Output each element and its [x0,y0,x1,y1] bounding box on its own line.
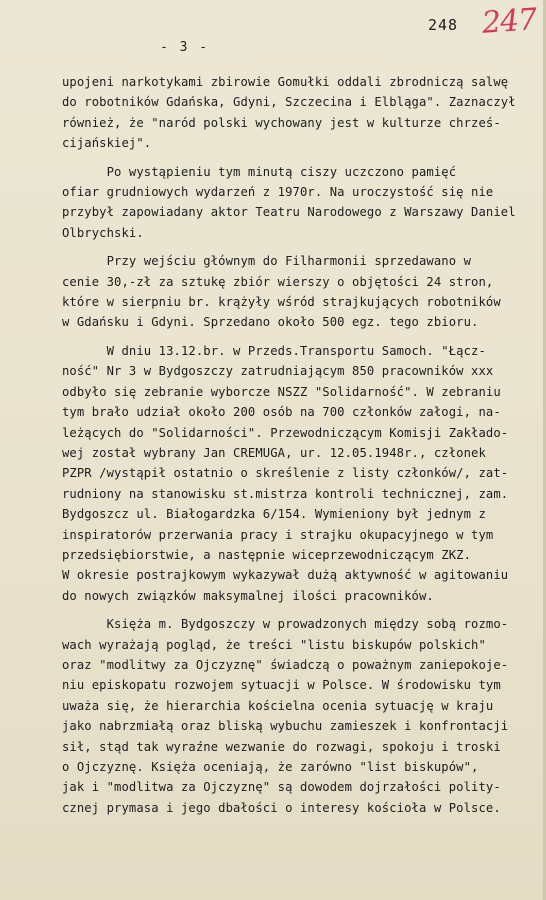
text-line: upojeni narkotykami zbirowie Gomułki oddali zbrodniczą salwę [62,75,509,89]
text-line: do robotników Gdańska, Gdyni, Szczecina i Elbląga". Zaznaczył [62,95,516,110]
text-line: ofiar grudniowych wydarzeń z 1970r. Na uroczystość się nie [62,185,494,200]
text-line: ność" Nr 3 w Bydgoszczy zatrudniającym 850 pracowników xxx [62,364,494,379]
text-line: Przy wejściu głównym do Filharmonii sprzedawano w [62,254,472,269]
text-line: cijańskiej". [62,136,152,151]
text-line: sił, stąd tak wyraźne wezwanie do rozwagi, spokoju i troski [62,739,501,754]
paragraph [62,162,532,244]
text-line: inspiratorów przerwania pracy i strajku okupacyjnego w tym [62,527,494,542]
paragraph [62,72,532,154]
page-number: 248 [428,16,459,34]
handwritten-archive-number: 247 [480,2,538,41]
text-line: leżących do "Solidarności". Przewodniczącym Komisji Zakłado- [62,425,509,440]
text-line: jak i "modlitwa za Ojczyznę" są dowodem dojrzałości polity- [62,780,501,795]
text-line: rudniony na stanowisku st.mistrza kontroli technicznej, zam. [62,486,509,501]
text-line: oraz "modlitwy za Ojczyznę" świadczą o poważnym zaniepokoje- [62,657,509,672]
text-line: o Ojczyznę. Księża oceniają, że zarówno "list biskupów", [62,760,479,774]
text-line: również, że "naród polski wychowany jest w kulturze chrześ- [62,115,501,130]
text-line: Bydgoszcz ul. Białogardzka 6/154. Wymieniony był jednym z [62,507,486,522]
text-line: do nowych związków maksymalnej ilości pracowników. [62,588,434,603]
text-line: wach wyrażają pogląd, że treści "listu biskupów polskich" [62,637,486,652]
text-line: W dniu 13.12.br. w Przeds.Transportu Samoch. "Łącz- [62,343,486,358]
text-line: uważa się, że hierarchia kościelna ocenia sytuację w kraju [62,698,494,713]
text-line: Olbrychski. [62,225,144,240]
text-line: odbyło się zebranie wyborcze NSZZ "Solidarność". W zebraniu [62,384,501,399]
typed-page-marker: - 3 - [160,40,210,55]
paragraph [62,614,532,818]
text-line: W okresie postrajkowym wykazywał dużą aktywność w agitowaniu [62,568,509,583]
text-line: w Gdańsku i Gdyni. Sprzedano około 500 egz. tego zbioru. [62,315,479,330]
paragraph [62,341,532,606]
document-body [62,72,532,826]
text-line: PZPR /wystąpił ostatnio o skreślenie z listy członków/, zat- [62,466,509,481]
text-line: tym brało udział około 200 osób na 700 członków załogi, na- [62,405,501,420]
text-line: Księża m. Bydgoszczy w prowadzonych między sobą rozmo- [62,617,509,632]
text-line: które w sierpniu br. krążyły wśród strajkujących robotników [62,295,501,310]
text-line: Po wystąpieniu tym minutą ciszy uczczono pamięć [62,164,457,179]
text-line: wej został wybrany Jan CREMUGA, ur. 12.05.1948r., członek [62,445,486,460]
paragraph [62,251,532,333]
text-line: jako nabrzmiałą oraz bliską wybuchu zamieszek i konfrontacji [62,719,509,734]
text-line: przybył zapowiadany aktor Teatru Narodowego z Warszawy Daniel [62,205,516,220]
text-line: przedsiębiorstwie, a następnie wiceprzewodniczącym ZKZ. [62,547,472,562]
text-line: cznej prymasa i jego dbałości o interesy kościoła w Polsce. [62,800,501,815]
text-line: cenie 30,-zł za sztukę zbiór wierszy o objętości 24 stron, [62,274,494,289]
text-line: niu episkopatu rozwojem sytuacji w Polsce. W środowisku tym [62,678,501,693]
